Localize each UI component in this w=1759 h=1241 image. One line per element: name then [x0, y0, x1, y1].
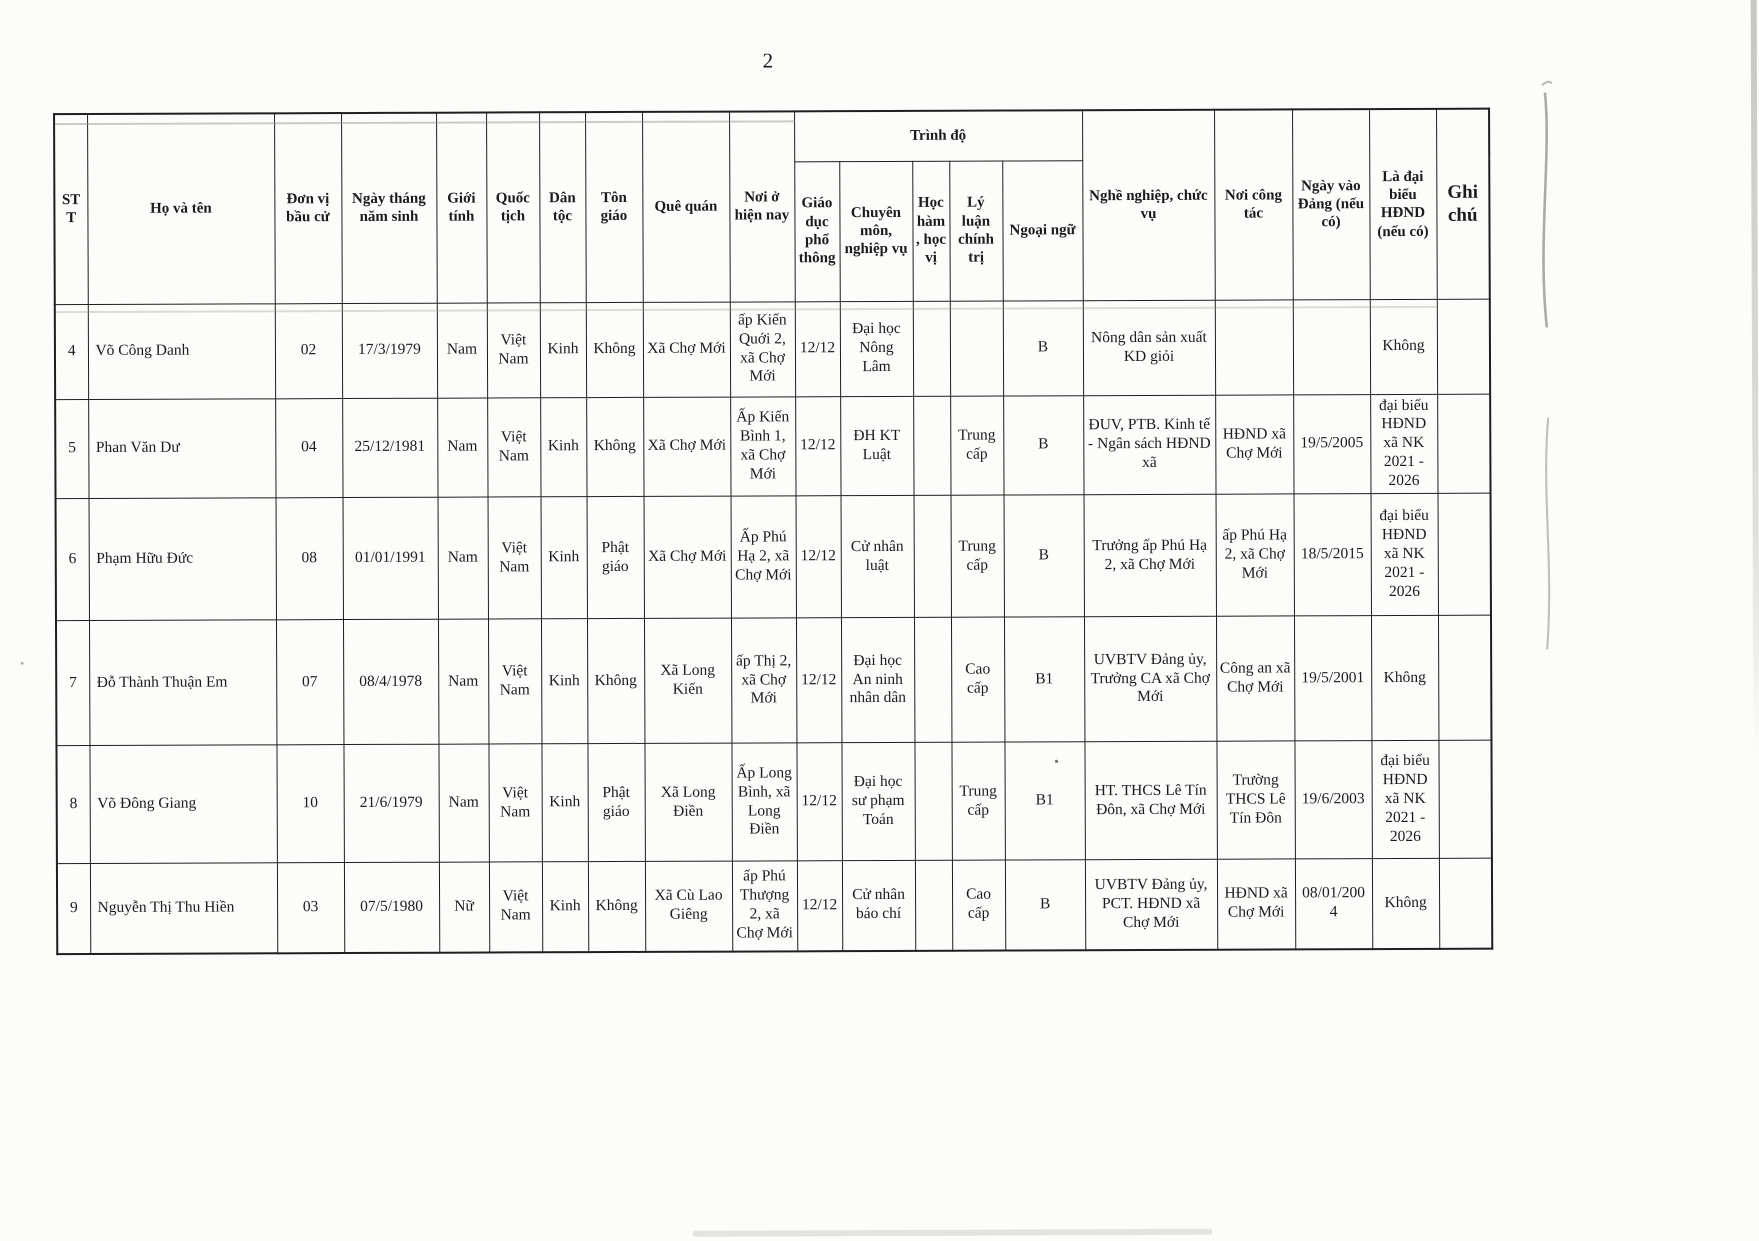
cell-nationality: Việt Nam [488, 497, 541, 619]
cell-ethnicity: Kinh [542, 862, 588, 952]
cell-religion: Phật giáo [587, 496, 644, 618]
cell-unit: 10 [276, 745, 343, 863]
cell-party-date: 19/5/2005 [1293, 394, 1370, 494]
cell-occupation: Nông dân sản xuất KD giỏi [1083, 300, 1215, 396]
cell-nationality: Việt Nam [488, 744, 541, 862]
cell-residence: Ấp Long Bình, xã Long Điền [731, 743, 796, 861]
cell-stt: 9 [57, 864, 90, 954]
col-header-workplace: Nơi công tác [1214, 109, 1293, 299]
col-header-professional: Chuyên môn, nghiệp vụ [839, 161, 913, 301]
cell-education: 12/12 [795, 301, 840, 396]
table-header [54, 109, 1490, 305]
cell-religion: Không [586, 397, 643, 497]
cell-hometown: Xã Chợ Mới [643, 302, 730, 397]
cell-political [950, 301, 1003, 396]
scan-bottom-smear [692, 1229, 1212, 1237]
cell-political: Trung cấp [951, 742, 1004, 860]
cell-professional: Đại học Nông Lâm [840, 301, 913, 396]
cell-stt: 6 [56, 499, 89, 621]
cell-education: 12/12 [796, 618, 841, 743]
col-header-occupation: Nghề nghiệp, chức vụ [1082, 110, 1215, 301]
cell-academic [915, 860, 952, 950]
cell-name: Đỗ Thành Thuận Em [89, 620, 276, 746]
cell-language: B [1005, 860, 1085, 950]
cell-political: Trung cấp [951, 495, 1004, 617]
cell-language: B1 [1004, 617, 1085, 742]
col-header-language: Ngoại ngữ [1002, 160, 1083, 300]
cell-workplace [1215, 299, 1293, 394]
cell-education: 12/12 [795, 396, 840, 496]
col-header-name: Họ và tên [87, 113, 275, 304]
cell-political: Cao cấp [952, 860, 1005, 950]
cell-workplace: HĐND xã Chợ Mới [1217, 859, 1295, 949]
cell-unit: 04 [275, 398, 342, 498]
cell-note [1437, 299, 1490, 394]
cell-occupation: Trưởng ấp Phú Hạ 2, xã Chợ Mới [1084, 494, 1216, 617]
cell-language: B [1003, 300, 1083, 395]
page-number: 2 [762, 48, 774, 73]
col-header-ethnicity: Dân tộc [539, 112, 586, 302]
cell-stt: 8 [56, 746, 89, 864]
cell-hometown: Xã Chợ Mới [643, 397, 730, 497]
cell-name: Phạm Hữu Đức [89, 498, 276, 621]
cell-council: đại biểu HĐND xã NK 2021 - 2026 [1371, 740, 1438, 858]
cell-workplace: Trường THCS Lê Tín Đôn [1216, 741, 1294, 859]
cell-stt: 4 [55, 304, 88, 399]
cell-council: đại biểu HĐND xã NK 2021 - 2026 [1370, 394, 1437, 494]
cell-residence: Ấp Kiến Bình 1, xã Chợ Mới [730, 396, 795, 496]
cell-dob: 17/3/1979 [342, 303, 437, 398]
cell-dob: 01/01/1991 [343, 497, 438, 619]
cell-academic [913, 301, 950, 396]
cell-gender: Nam [437, 398, 487, 498]
cell-party-date [1293, 299, 1370, 394]
cell-residence: ấp Thị 2, xã Chợ Mới [731, 618, 796, 743]
cell-council: Không [1370, 299, 1437, 394]
cell-dob: 07/5/1980 [344, 862, 439, 952]
col-header-qualification-group: Trình độ [794, 110, 1082, 161]
cell-religion: Không [588, 861, 645, 951]
cell-academic [914, 617, 951, 742]
cell-council: đại biểu HĐND xã NK 2021 - 2026 [1371, 493, 1438, 615]
cell-party-date: 08/01/2004 [1295, 859, 1372, 949]
cell-unit: 02 [275, 303, 342, 398]
col-header-political: Lý luận chính trị [949, 161, 1003, 301]
col-header-stt: STT [54, 114, 88, 304]
cell-name: Nguyễn Thị Thu Hiền [90, 863, 277, 954]
col-header-religion: Tôn giáo [585, 112, 643, 302]
table-row [56, 615, 1492, 746]
cell-name: Võ Công Danh [88, 303, 275, 399]
cell-stt: 5 [55, 399, 88, 499]
cell-political: Cao cấp [951, 617, 1004, 742]
cell-gender: Nam [438, 619, 488, 744]
cell-nationality: Việt Nam [489, 862, 542, 952]
cell-academic [914, 742, 951, 860]
cell-ethnicity: Kinh [540, 397, 586, 497]
table-row [55, 299, 1490, 400]
cell-hometown: Xã Long Điền [644, 743, 731, 861]
cell-language: B1 [1004, 742, 1084, 860]
cell-unit: 03 [277, 863, 344, 953]
cell-language: B [1004, 495, 1084, 617]
cell-note [1439, 858, 1492, 948]
cell-party-date: 19/6/2003 [1294, 741, 1371, 859]
col-header-residence: Nơi ở hiện nay [729, 111, 795, 301]
cell-education: 12/12 [797, 861, 842, 951]
cell-dob: 08/4/1978 [343, 619, 438, 744]
candidates-table [53, 108, 1493, 955]
table-row [56, 493, 1491, 621]
cell-workplace: Công an xã Chợ Mới [1216, 616, 1294, 741]
cell-occupation: UVBTV Đảng ủy, Trưởng CA xã Chợ Mới [1084, 616, 1216, 742]
col-header-gender: Giới tính [436, 113, 487, 303]
cell-residence: Ấp Phú Hạ 2, xã Chợ Mới [731, 496, 796, 618]
cell-workplace: HĐND xã Chợ Mới [1215, 394, 1293, 494]
cell-academic [913, 396, 950, 496]
col-header-education: Giáo dục phổ thông [794, 161, 840, 301]
cell-religion: Phật giáo [587, 743, 644, 861]
table-row [55, 394, 1490, 499]
cell-professional: Đại học An ninh nhân dân [841, 617, 914, 742]
cell-professional: Cử nhân báo chí [842, 860, 915, 950]
cell-note [1438, 493, 1491, 615]
cell-religion: Không [586, 302, 643, 397]
cell-unit: 08 [276, 498, 343, 620]
cell-residence: ấp Phú Thượng 2, xã Chợ Mới [732, 861, 797, 951]
col-header-unit: Đơn vị bầu cử [274, 113, 342, 303]
cell-ethnicity: Kinh [541, 744, 587, 862]
cell-name: Phan Văn Dư [88, 398, 275, 498]
cell-gender: Nam [438, 497, 488, 619]
cell-hometown: Xã Chợ Mới [644, 496, 731, 618]
cell-hometown: Xã Long Kiến [644, 618, 731, 743]
cell-gender: Nam [438, 744, 488, 862]
cell-occupation: UVBTV Đảng ủy, PCT. HĐND xã Chợ Mới [1085, 859, 1217, 950]
cell-political: Trung cấp [950, 396, 1003, 496]
cell-stt: 7 [56, 621, 89, 746]
cell-note [1438, 615, 1491, 740]
cell-residence: ấp Kiến Quới 2, xã Chợ Mới [730, 301, 795, 396]
col-header-dob: Ngày tháng năm sinh [341, 113, 437, 303]
table-row [57, 858, 1492, 954]
col-header-council: Là đại biểu HĐND (nếu có) [1369, 109, 1437, 299]
col-header-party-date: Ngày vào Đảng (nếu có) [1292, 109, 1370, 299]
cell-nationality: Việt Nam [487, 397, 540, 497]
scan-edge-shadow [1751, 0, 1759, 757]
col-header-academic: Học hàm, học vị [912, 161, 950, 301]
cell-professional: Đại học sư phạm Toán [841, 742, 914, 860]
cell-professional: Cử nhân luật [841, 495, 914, 617]
cell-party-date: 19/5/2001 [1294, 616, 1371, 741]
col-header-nationality: Quốc tịch [486, 112, 540, 302]
cell-name: Võ Đông Giang [89, 745, 276, 864]
cell-nationality: Việt Nam [487, 302, 540, 397]
cell-council: Không [1372, 858, 1439, 948]
cell-workplace: ấp Phú Hạ 2, xã Chợ Mới [1216, 494, 1294, 616]
cell-education: 12/12 [796, 743, 841, 861]
cell-occupation: ĐUV, PTB. Kinh tế - Ngân sách HĐND xã [1083, 395, 1215, 495]
cell-council: Không [1371, 615, 1438, 740]
cell-party-date: 18/5/2015 [1294, 494, 1371, 616]
cell-gender: Nữ [439, 862, 489, 952]
cell-occupation: HT. THCS Lê Tín Đôn, xã Chợ Mới [1084, 741, 1216, 860]
cell-hometown: Xã Cù Lao Giêng [645, 861, 732, 951]
cell-religion: Không [587, 618, 644, 743]
cell-gender: Nam [437, 303, 487, 398]
cell-professional: ĐH KT Luật [840, 396, 913, 496]
col-header-hometown: Quê quán [642, 112, 730, 302]
cell-dob: 21/6/1979 [343, 744, 438, 862]
cell-ethnicity: Kinh [540, 302, 586, 397]
col-header-note: Ghi chú [1436, 109, 1490, 299]
cell-ethnicity: Kinh [541, 497, 587, 619]
table-body [55, 299, 1493, 954]
cell-academic [914, 495, 951, 617]
cell-language: B [1003, 395, 1083, 495]
cell-ethnicity: Kinh [541, 619, 587, 744]
cell-note [1438, 740, 1491, 858]
cell-dob: 25/12/1981 [342, 398, 437, 498]
cell-unit: 07 [276, 620, 343, 745]
table-row [56, 740, 1491, 864]
cell-note [1437, 394, 1490, 494]
cell-nationality: Việt Nam [488, 619, 541, 744]
cell-education: 12/12 [796, 496, 841, 618]
